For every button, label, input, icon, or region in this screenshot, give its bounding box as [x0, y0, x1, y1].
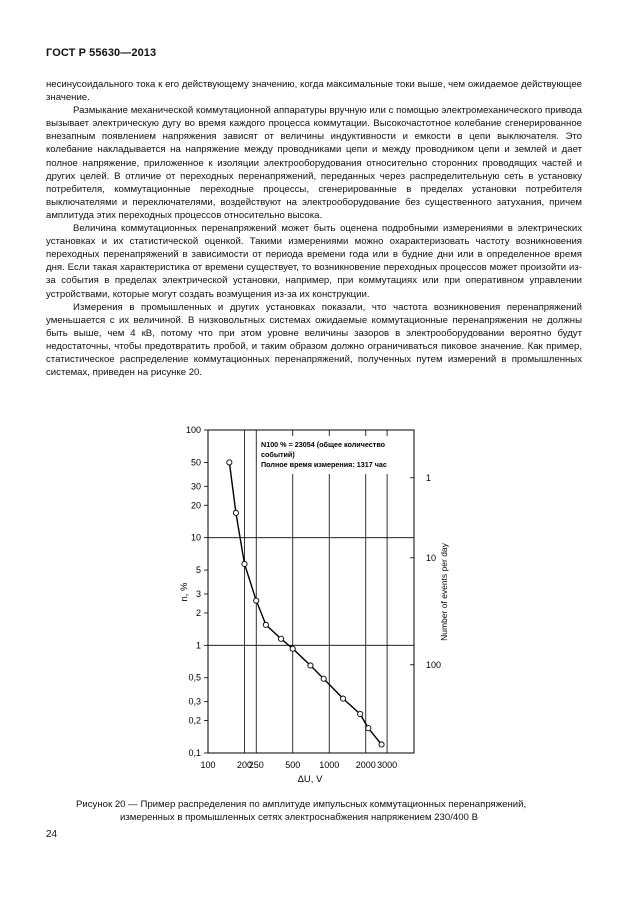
y-tick-label: 0,5 — [188, 672, 201, 683]
data-point — [227, 460, 232, 465]
y-axis-label: n, % — [179, 582, 190, 602]
y2-tick-label: 100 — [426, 659, 442, 670]
y-tick-label: 30 — [190, 481, 201, 492]
data-point — [278, 636, 283, 641]
data-point — [340, 696, 345, 701]
x-tick-label: 3000 — [377, 760, 398, 770]
y-tick-label: 50 — [190, 457, 201, 468]
data-point — [290, 646, 295, 651]
grid — [208, 430, 414, 753]
annotation-line2: событий) — [261, 450, 295, 459]
y-tick-label: 5 — [195, 565, 201, 576]
data-point — [358, 711, 363, 716]
y-tick-label: 2 — [195, 607, 201, 618]
x-tick-label: 2000 — [355, 760, 376, 770]
y-tick-label: 3 — [195, 588, 201, 599]
y-tick-label: 100 — [185, 425, 201, 435]
y-tick-label: 10 — [190, 532, 201, 543]
data-point — [308, 663, 313, 668]
ticks — [186, 425, 441, 770]
y-tick-label: 0,3 — [188, 696, 201, 707]
x-tick-label: 100 — [200, 760, 216, 770]
x-axis-label: ΔU, V — [297, 774, 323, 785]
x-tick-label: 250 — [248, 760, 264, 770]
annotation-line3: Полное время измерения: 1317 час — [261, 460, 387, 469]
paragraph: несинусоидального тока к его действующему значению, когда максимальные токи выше, чем ожидаемое действующее значение. — [46, 79, 582, 104]
y-tick-label: 0,2 — [188, 715, 201, 726]
x-tick-label: 200 — [236, 760, 253, 770]
y2-tick-label: 10 — [426, 552, 437, 563]
paragraph: Величина коммутационных перенапряжений может быть оценена подробными измерениями в электрических установках и их статистической оценкой. Такими измерениями можно охарактеризовать частоту возникновения переходных перенапряжений в зависимости от периода времени года или в будние дни или в определенное время дня. Если такая характеристика от времени существует, то возникновение переходных процессов может произойти из-за события в пределах электрической установки, например, при коммутациях или при оперативном управлении устройствами, которые могут создать возмущения из-за их конструкции. — [46, 223, 582, 300]
y-tick-label: 20 — [190, 500, 201, 511]
plot-frame — [208, 430, 414, 753]
x-tick-label: 500 — [285, 760, 301, 770]
y2-axis-label: Number of events per day — [439, 543, 449, 641]
data-point — [366, 726, 371, 731]
series-line — [229, 462, 381, 744]
caption-line2: измеренных в промышленных сетях электроснабжения напряжением 230/400 В — [120, 812, 478, 823]
data-point — [254, 598, 259, 603]
paragraph: Измерения в промышленных и других установках показали, что частота возникновения перенапряжений уменьшается с их величиной. В низковольтных системах ожидаемые коммутационные перенапряжения не должны быть выше, чем 4 кВ, потому что при этом уровне величины зазоров в электрооборудовании вероятно будут недостаточны, чтобы предотвратить пробой, и таким образом должно ограничиваться пиковое значение. Как пример, статистическое распределение коммутационных перенапряжений, полученных путем измерений в промышленных системах, приведен на рисунке 20. — [46, 301, 582, 379]
data-point — [233, 510, 238, 515]
y2-tick-label: 1 — [426, 472, 432, 483]
annotation-line1: N100 % = 23054 (общее количество — [261, 440, 386, 449]
y-tick-label: 0,1 — [188, 748, 201, 758]
page-number: 24 — [46, 829, 58, 840]
data-point — [263, 622, 268, 627]
data-point — [321, 676, 326, 681]
x-tick-label: 1000 — [319, 760, 340, 770]
data-point — [242, 561, 247, 566]
paragraph: Размыкание механической коммутационной аппаратуры вручную или с помощью электромеханического привода вызывает электрическую дугу во время каждого процесса коммутации. Высокочастотное колебание сгенерированное внезапным появлением напряжения зависят от величины индуктивности и емкости в цепи выключателя. Это колебание накладывается на напряжение между проводниками цепи и между проводником цепи и землей и дает полное напряжение, приложенное к изоляции электрооборудования относительно сторонних проводящих частей и других целей. В отличие от переходных перенапряжений, переданных через распределительную сеть в установку потребителя, коммутационные переходные процессы, сгенерированные в пределах установки потребителя выключателями и переключателями, воздействуют на электрооборудование без существенного затухания, причем амплитуда этих переходных процессов относительно высока. — [46, 105, 582, 221]
y-tick-label: 1 — [195, 640, 201, 651]
series — [227, 460, 384, 747]
document-header: ГОСТ Р 55630—2013 — [46, 47, 157, 59]
figure-caption — [76, 798, 566, 824]
data-point — [379, 742, 384, 747]
caption-line1: Рисунок 20 — Пример распределения по амплитуде импульсных коммутационных перенапряжений, — [76, 799, 527, 810]
